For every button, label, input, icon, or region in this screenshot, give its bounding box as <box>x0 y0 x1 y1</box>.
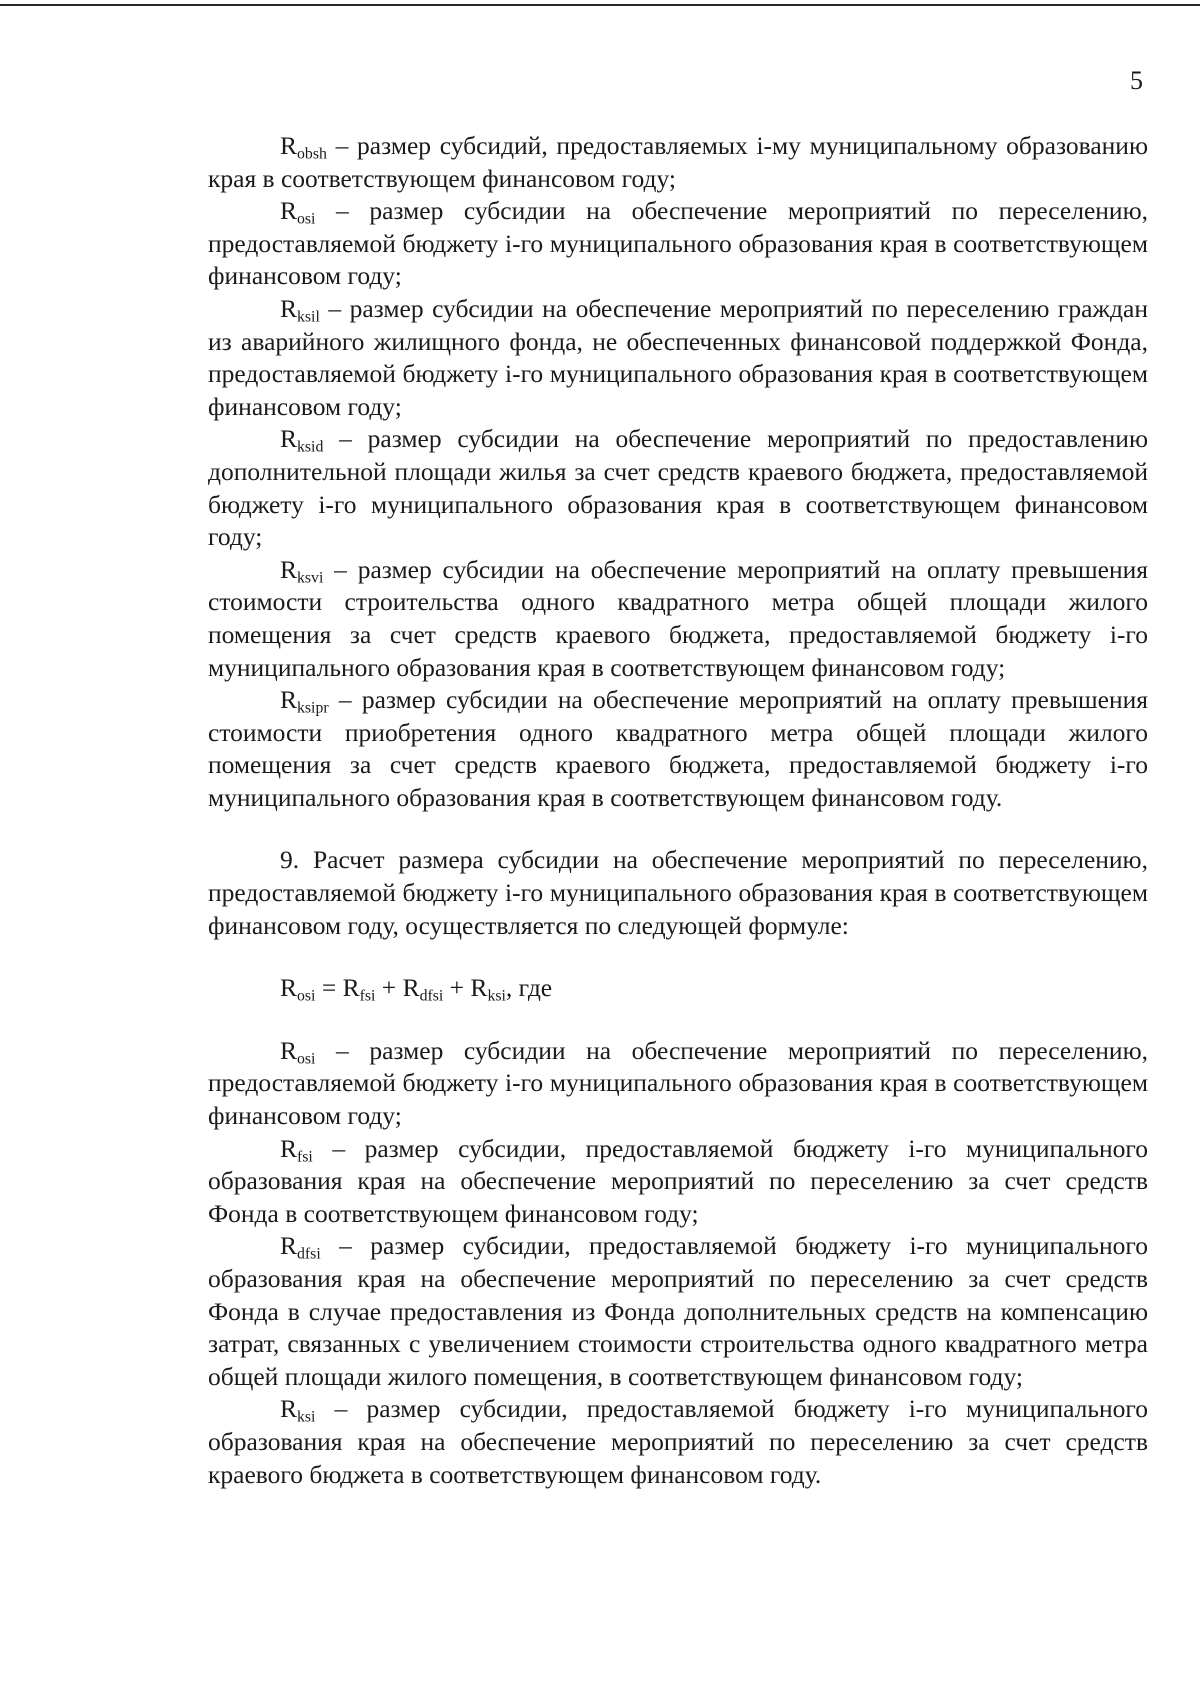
definition-r-dfsi <box>208 1230 1148 1393</box>
definition-text: – размер субсидии, предоставляемой бюджету i-го муниципального образования края на обеспечение мероприятий по переселению за счет средств Фонда в случае предоставления из Фонда дополнительных средств на компенсацию затрат, связанных с увеличением стоимости строительства одного квадратного метра общей площади жилого помещения, в соответствующем финансовом году; <box>208 1231 1148 1391</box>
formula-plus: + <box>375 973 403 1003</box>
definition-r-ksid <box>208 423 1148 553</box>
formula-equals: = <box>315 973 343 1003</box>
definition-text: – размер субсидий, предоставляемых i-му муниципальному образованию края в соответствующем финансовом году; <box>208 131 1148 193</box>
symbol: $R_{fsi}$ <box>280 1133 313 1166</box>
definition-text: – размер субсидии на обеспечение мероприятий на оплату превышения стоимости строительства одного квадратного метра общей площади жилого помещения за счет средств краевого бюджета, предоставляемой бюджету i-го муниципального образования края в соответствующем финансовом году; <box>208 554 1148 682</box>
symbol: $R_{osi}$ <box>280 196 316 228</box>
definition-text: – размер субсидии, предоставляемой бюджету i-го муниципального образования края на обеспечение мероприятий по переселению за счет средств краевого бюджета в соответствующем финансовом году. <box>208 1394 1148 1489</box>
symbol: $R_{ksil}$ <box>280 293 320 326</box>
formula-term-fsi: $R_{fsi}$ <box>342 973 376 1005</box>
definition-text: – размер субсидии на обеспечение мероприятий по переселению, предоставляемой бюджету i-го муниципального образования края в соответствующем финансовом году; <box>208 1035 1148 1131</box>
symbol: $R_{ksipr}$ <box>280 685 329 717</box>
definition-r-osi <box>208 195 1148 293</box>
definition-text: – размер субсидии, предоставляемой бюджету i-го муниципального образования края на обеспечение мероприятий по переселению за счет средств Фонда в соответствующем финансовом году; <box>208 1133 1148 1228</box>
formula-tail: , где <box>505 973 553 1003</box>
formula-term-ksi: $R_{ksi}$ <box>470 973 506 1005</box>
formula-term-dfsi: $R_{dfsi}$ <box>402 973 444 1005</box>
symbol: $R_{ksid}$ <box>280 424 324 456</box>
formula-lhs: $R_{osi}$ <box>280 973 316 1005</box>
definition-r-fsi <box>208 1133 1148 1231</box>
definition-text: – размер субсидии на обеспечение мероприятий на оплату превышения стоимости приобретения одного квадратного метра общей площади жилого помещения за счет средств краевого бюджета, предоставляемой бюджету i-го муниципального образования края в соответствующем финансовом году. <box>208 685 1148 812</box>
spacer <box>208 1005 1148 1035</box>
spacer <box>208 942 1148 972</box>
definition-r-ksvi <box>208 554 1148 684</box>
symbol: $R_{ksvi}$ <box>280 554 324 587</box>
definition-r-ksi <box>208 1393 1148 1491</box>
spacer <box>208 814 1148 844</box>
definition-r-ksil <box>208 293 1148 423</box>
document-body <box>208 130 1148 1491</box>
formula <box>208 972 1148 1005</box>
top-rule <box>0 4 1200 6</box>
symbol: $R_{obsh}$ <box>280 131 327 163</box>
definition-r-osi-2 <box>208 1035 1148 1133</box>
definition-r-ksipr <box>208 684 1148 814</box>
definition-r-obsh <box>208 130 1148 195</box>
definition-text: – размер субсидии на обеспечение мероприятий по предоставлению дополнительной площади жилья за счет средств краевого бюджета, предоставляемой бюджету i-го муниципального образования края в соответствующем финансовом году; <box>208 424 1148 552</box>
definition-text: – размер субсидии на обеспечение мероприятий по переселению граждан из аварийного жилищного фонда, не обеспеченных финансовой поддержкой Фонда, предоставляемой бюджету i-го муниципального образования края в соответствующем финансовом году; <box>208 293 1148 421</box>
symbol: $R_{dfsi}$ <box>280 1231 321 1263</box>
symbol: $R_{osi}$ <box>280 1035 316 1068</box>
symbol: $R_{ksi}$ <box>280 1394 316 1426</box>
section-9-paragraph: 9. Расчет размера субсидии на обеспечение мероприятий по переселению, предоставляемой бюджету i-го муниципального образования края в соответствующем финансовом году, осуществляется по следующей формуле: <box>208 845 1148 940</box>
page-number: 5 <box>1130 66 1143 95</box>
formula-plus: + <box>443 973 471 1003</box>
definition-text: – размер субсидии на обеспечение мероприятий по переселению, предоставляемой бюджету i-го муниципального образования края в соответствующем финансовом году; <box>208 196 1148 291</box>
